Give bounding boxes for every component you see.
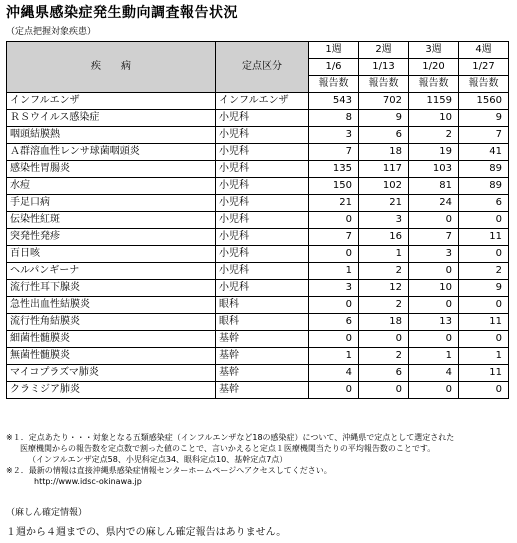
date-header: 1/27 bbox=[459, 59, 509, 76]
report-count: 81 bbox=[409, 178, 459, 195]
sentinel-section: 小児科 bbox=[216, 178, 309, 195]
report-count: 6 bbox=[309, 314, 359, 331]
report-count: 10 bbox=[409, 110, 459, 127]
sentinel-section: 基幹 bbox=[216, 348, 309, 365]
sentinel-section: 小児科 bbox=[216, 127, 309, 144]
footnote-1-line-3: （インフルエンザ定点58、小児科定点34、眼科定点10、基幹定点7点） bbox=[28, 455, 288, 464]
sentinel-section: 小児科 bbox=[216, 212, 309, 229]
table-row bbox=[7, 246, 509, 263]
report-count: 11 bbox=[459, 229, 509, 246]
disease-name: 百日咳 bbox=[7, 246, 216, 263]
report-count: 21 bbox=[309, 195, 359, 212]
report-count: 0 bbox=[309, 246, 359, 263]
page-title: 沖縄県感染症発生動向調査報告状況 bbox=[6, 5, 238, 21]
report-count: 543 bbox=[309, 93, 359, 110]
disease-name: 流行性耳下腺炎 bbox=[7, 280, 216, 297]
date-header: 1/20 bbox=[409, 59, 459, 76]
sentinel-section: 小児科 bbox=[216, 161, 309, 178]
table-row bbox=[7, 280, 509, 297]
table-row bbox=[7, 365, 509, 382]
sentinel-section: 小児科 bbox=[216, 246, 309, 263]
date-header: 1/6 bbox=[309, 59, 359, 76]
table-row bbox=[7, 348, 509, 365]
disease-name: クラミジア肺炎 bbox=[7, 382, 216, 399]
report-table bbox=[6, 41, 509, 399]
report-count: 89 bbox=[459, 178, 509, 195]
week-header: 4週 bbox=[459, 42, 509, 59]
report-count: 102 bbox=[359, 178, 409, 195]
report-count: 0 bbox=[409, 263, 459, 280]
report-count: 1 bbox=[309, 348, 359, 365]
report-count: 0 bbox=[309, 212, 359, 229]
report-count: 9 bbox=[459, 110, 509, 127]
report-count: 11 bbox=[459, 365, 509, 382]
report-count: 7 bbox=[309, 229, 359, 246]
measles-heading: （麻しん確定情報） bbox=[6, 508, 88, 518]
report-count: 0 bbox=[459, 382, 509, 399]
table-row bbox=[7, 178, 509, 195]
sentinel-section: インフルエンザ bbox=[216, 93, 309, 110]
measles-statement: １週から４週までの、県内での麻しん確定報告はありません。 bbox=[6, 527, 287, 538]
report-count: 18 bbox=[359, 314, 409, 331]
table-row bbox=[7, 93, 509, 110]
report-count: 21 bbox=[359, 195, 409, 212]
week-header: 3週 bbox=[409, 42, 459, 59]
table-row bbox=[7, 382, 509, 399]
report-count: 117 bbox=[359, 161, 409, 178]
table-row bbox=[7, 144, 509, 161]
report-count: 0 bbox=[309, 382, 359, 399]
report-count: 3 bbox=[409, 246, 459, 263]
footnote-1-line-1: ※１．定点あたり・・・対象となる五類感染症（インフルエンザなど18の感染症）について、沖縄県で定点として選定された bbox=[6, 433, 455, 442]
report-count: 7 bbox=[409, 229, 459, 246]
disease-name: 急性出血性結膜炎 bbox=[7, 297, 216, 314]
report-count: 0 bbox=[409, 212, 459, 229]
report-count: 16 bbox=[359, 229, 409, 246]
date-header: 1/13 bbox=[359, 59, 409, 76]
count-label: 報告数 bbox=[409, 76, 459, 93]
report-count: 0 bbox=[359, 331, 409, 348]
page-subtitle: （定点把握対象疾患） bbox=[6, 27, 97, 37]
report-count: 0 bbox=[459, 297, 509, 314]
disease-name: 感染性胃腸炎 bbox=[7, 161, 216, 178]
disease-name: 咽頭結膜熱 bbox=[7, 127, 216, 144]
report-count: 3 bbox=[359, 212, 409, 229]
disease-name: 手足口病 bbox=[7, 195, 216, 212]
report-count: 89 bbox=[459, 161, 509, 178]
header-row-weeks bbox=[7, 42, 509, 59]
disease-name: インフルエンザ bbox=[7, 93, 216, 110]
sentinel-section: 眼科 bbox=[216, 297, 309, 314]
report-count: 0 bbox=[309, 331, 359, 348]
count-label: 報告数 bbox=[309, 76, 359, 93]
report-count: 2 bbox=[359, 297, 409, 314]
report-count: 0 bbox=[459, 331, 509, 348]
report-count: 1 bbox=[409, 348, 459, 365]
report-count: 19 bbox=[409, 144, 459, 161]
report-count: 1560 bbox=[459, 93, 509, 110]
disease-name: 無菌性髄膜炎 bbox=[7, 348, 216, 365]
table-row bbox=[7, 161, 509, 178]
info-center-url[interactable]: http://www.idsc-okinawa.jp bbox=[34, 477, 142, 486]
report-count: 135 bbox=[309, 161, 359, 178]
table-row bbox=[7, 331, 509, 348]
report-count: 8 bbox=[309, 110, 359, 127]
sentinel-section: 眼科 bbox=[216, 314, 309, 331]
report-count: 4 bbox=[409, 365, 459, 382]
sentinel-section: 小児科 bbox=[216, 195, 309, 212]
report-count: 18 bbox=[359, 144, 409, 161]
count-label: 報告数 bbox=[359, 76, 409, 93]
footnote-2-line-1: ※２．最新の情報は直接沖縄県感染症情報センターホームページへアクセスしてください。 bbox=[6, 466, 332, 475]
sentinel-section: 基幹 bbox=[216, 382, 309, 399]
disease-name: Ａ群溶血性レンサ球菌咽頭炎 bbox=[7, 144, 216, 161]
table-row bbox=[7, 229, 509, 246]
disease-name: 水痘 bbox=[7, 178, 216, 195]
footnotes bbox=[6, 432, 511, 487]
sentinel-section: 小児科 bbox=[216, 110, 309, 127]
report-count: 6 bbox=[359, 365, 409, 382]
table-row bbox=[7, 297, 509, 314]
report-count: 6 bbox=[459, 195, 509, 212]
sentinel-section: 小児科 bbox=[216, 229, 309, 246]
col-header-disease: 疾 病 bbox=[7, 42, 216, 93]
sentinel-section: 基幹 bbox=[216, 365, 309, 382]
report-count: 2 bbox=[459, 263, 509, 280]
disease-name: 細菌性髄膜炎 bbox=[7, 331, 216, 348]
report-count: 4 bbox=[309, 365, 359, 382]
disease-name: 伝染性紅斑 bbox=[7, 212, 216, 229]
count-label: 報告数 bbox=[459, 76, 509, 93]
report-count: 0 bbox=[459, 246, 509, 263]
footnote-1-line-2: 医療機関からの報告数を定点数で割った値のことで、言いかえると定点１医療機関当たりの平均報告数のことです。 bbox=[20, 444, 436, 453]
report-count: 41 bbox=[459, 144, 509, 161]
report-count: 2 bbox=[359, 348, 409, 365]
report-count: 2 bbox=[359, 263, 409, 280]
table-row bbox=[7, 314, 509, 331]
week-header: 1週 bbox=[309, 42, 359, 59]
report-count: 0 bbox=[459, 212, 509, 229]
report-count: 13 bbox=[409, 314, 459, 331]
report-count: 702 bbox=[359, 93, 409, 110]
report-count: 0 bbox=[359, 382, 409, 399]
sentinel-section: 小児科 bbox=[216, 280, 309, 297]
report-count: 150 bbox=[309, 178, 359, 195]
report-count: 0 bbox=[409, 382, 459, 399]
report-count: 3 bbox=[309, 280, 359, 297]
sentinel-section: 小児科 bbox=[216, 263, 309, 280]
table-row bbox=[7, 263, 509, 280]
table-row bbox=[7, 127, 509, 144]
col-header-section: 定点区分 bbox=[216, 42, 309, 93]
disease-name: ＲＳウイルス感染症 bbox=[7, 110, 216, 127]
report-count: 1 bbox=[359, 246, 409, 263]
report-count: 103 bbox=[409, 161, 459, 178]
table-row bbox=[7, 110, 509, 127]
report-count: 9 bbox=[359, 110, 409, 127]
report-count: 0 bbox=[409, 297, 459, 314]
disease-name: 突発性発疹 bbox=[7, 229, 216, 246]
disease-name: ヘルパンギーナ bbox=[7, 263, 216, 280]
sentinel-section: 小児科 bbox=[216, 144, 309, 161]
table-row bbox=[7, 212, 509, 229]
report-count: 11 bbox=[459, 314, 509, 331]
report-count: 2 bbox=[409, 127, 459, 144]
report-count: 3 bbox=[309, 127, 359, 144]
report-count: 10 bbox=[409, 280, 459, 297]
report-count: 12 bbox=[359, 280, 409, 297]
report-count: 1 bbox=[309, 263, 359, 280]
disease-name: 流行性角結膜炎 bbox=[7, 314, 216, 331]
report-count: 1 bbox=[459, 348, 509, 365]
report-count: 6 bbox=[359, 127, 409, 144]
sentinel-section: 基幹 bbox=[216, 331, 309, 348]
report-count: 0 bbox=[309, 297, 359, 314]
report-count: 7 bbox=[309, 144, 359, 161]
disease-name: マイコプラズマ肺炎 bbox=[7, 365, 216, 382]
report-count: 1159 bbox=[409, 93, 459, 110]
report-count: 0 bbox=[409, 331, 459, 348]
report-count: 7 bbox=[459, 127, 509, 144]
table-row bbox=[7, 195, 509, 212]
report-count: 9 bbox=[459, 280, 509, 297]
week-header: 2週 bbox=[359, 42, 409, 59]
report-count: 24 bbox=[409, 195, 459, 212]
